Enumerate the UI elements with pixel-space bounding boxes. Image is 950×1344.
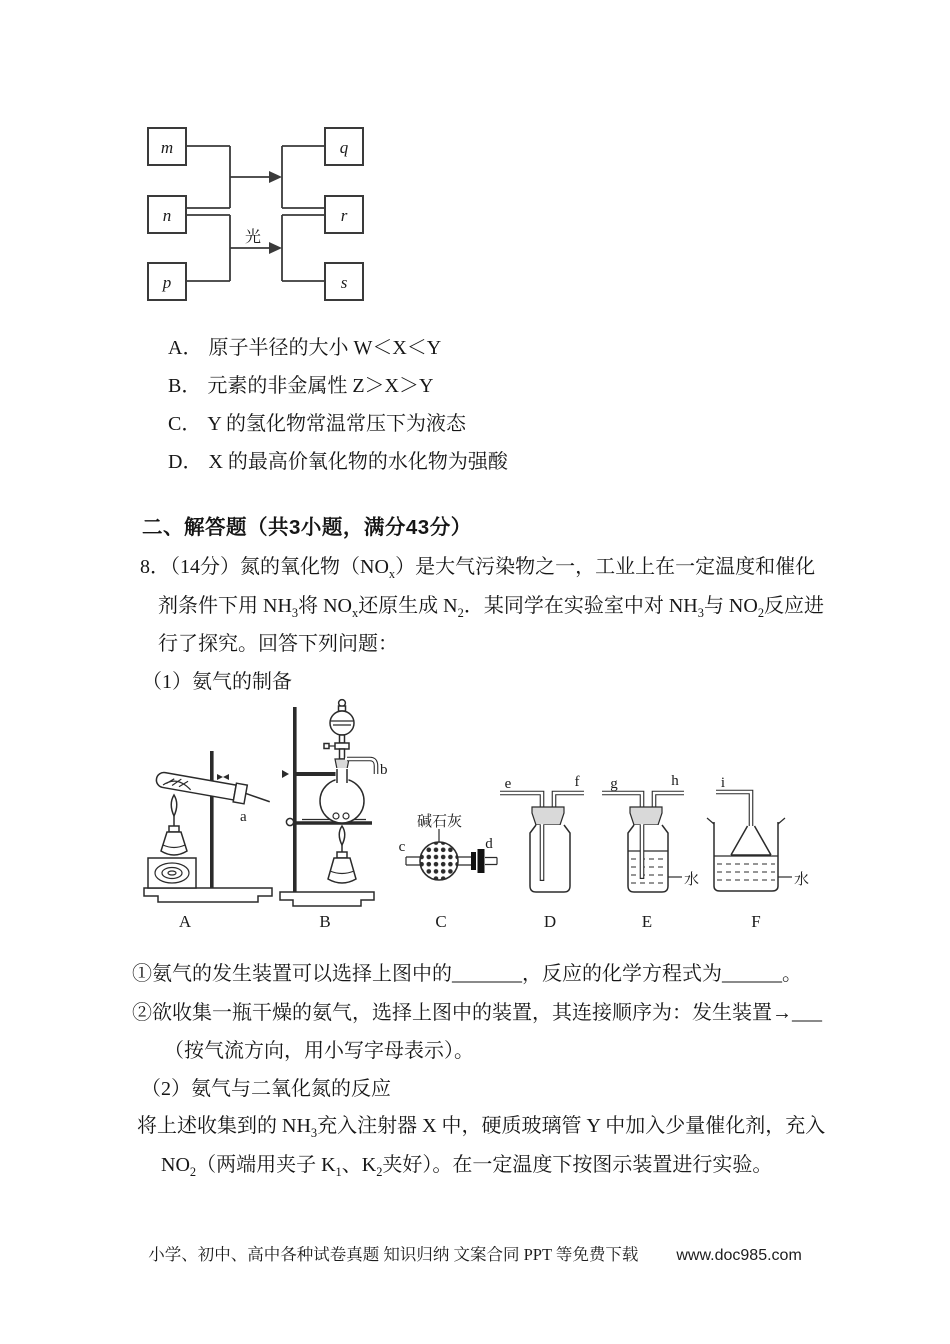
gas-washing-bottle	[530, 825, 570, 892]
box-q-label: q	[339, 138, 349, 157]
apparatus-B-label: B	[319, 912, 331, 931]
option-a-text: 原子半径的大小 W＜X＜Y	[208, 337, 442, 359]
stopper	[532, 807, 564, 825]
port-c-label: c	[398, 839, 406, 855]
clamp-screw-icon	[223, 774, 229, 780]
outlet-tube	[457, 857, 471, 865]
option-a-letter: A．	[168, 337, 203, 359]
footer-text: 小学、初中、高中各种试卷真题 知识归纳 文案合同 PPT 等免费下载	[148, 1245, 639, 1264]
q8-line2: 剂条件下用 $NH_3$将 $NO_x$还原生成 $N_2$．某同学在实验室中对 $NH_3$与 $NO_2$反应进	[158, 595, 825, 620]
arrow-right-icon	[269, 242, 282, 254]
connector	[478, 849, 485, 873]
port-b-label: b	[380, 762, 388, 778]
option-c-text: Y 的氢化物常温常压下为液态	[207, 413, 467, 435]
side-tube	[347, 759, 376, 774]
wood-block	[148, 858, 196, 888]
alcohol-lamp	[161, 795, 187, 855]
port-i-label: i	[720, 775, 726, 791]
apparatus-D-label: D	[543, 912, 557, 931]
apparatus-E-label: E	[641, 912, 653, 931]
stand-base	[280, 892, 374, 906]
flame-icon	[339, 826, 345, 845]
part2-title: （2）氨气与二氧化氮的反应	[141, 1078, 391, 1100]
flame-icon	[171, 795, 177, 816]
stand-rod	[293, 707, 297, 892]
drying-bulb	[420, 842, 458, 880]
apparatus-C-label: C	[435, 912, 447, 931]
option-a	[168, 334, 441, 362]
apparatus-C	[399, 813, 497, 931]
subquestion-2: ②欲收集一瓶干燥的氨气，选择上图中的装置，其连接顺序为：发生装置→___	[132, 1002, 822, 1024]
apparatus-D	[498, 774, 586, 931]
stand-rod	[210, 751, 214, 888]
flow-boxes	[148, 128, 363, 300]
box-n-label: n	[162, 206, 172, 225]
arrow-right-icon	[269, 171, 282, 183]
apparatus-B	[280, 700, 388, 931]
alcohol-lamp	[328, 826, 356, 883]
port-g-label: g	[610, 776, 618, 792]
box-m-label: m	[160, 138, 174, 157]
clamp-screw-icon	[217, 774, 223, 780]
round-flask	[320, 768, 364, 823]
box-p-label: p	[162, 273, 172, 292]
stopper	[335, 759, 349, 769]
subquestion-2-note: （按气流方向，用小写字母表示）。	[164, 1040, 474, 1062]
option-d	[168, 448, 508, 476]
stopper	[630, 807, 662, 825]
q8-line1: 8．（14分）氮的氧化物$(NO_x)$是大气污染物之一，工业上在一定温度和催化	[140, 556, 816, 581]
water-label-e: 水	[684, 872, 700, 888]
water-fill	[714, 856, 778, 880]
beaker-rim	[707, 818, 785, 824]
apparatus-E	[600, 773, 699, 931]
apparatus-F	[707, 775, 809, 931]
box-r-label: r	[340, 206, 348, 225]
gas-tube	[716, 792, 751, 826]
connector	[471, 852, 476, 870]
apparatus-A-label: A	[178, 912, 192, 931]
option-d-letter: D．	[168, 451, 203, 473]
inverted-funnel	[731, 826, 771, 855]
section-header: 二、解答题（共3小题，满分43分）	[142, 516, 472, 539]
dropping-funnel	[324, 700, 354, 759]
page-footer	[0, 1241, 950, 1265]
port-a-label: a	[240, 809, 247, 825]
soda-lime-label: 碱石灰	[417, 814, 463, 830]
q8-line3: 行了探究。回答下列问题：	[158, 633, 398, 655]
port-d-label: d	[485, 836, 493, 852]
option-b-text: 元素的非金属性 Z＞X＞Y	[207, 375, 434, 397]
option-b-letter: B．	[168, 375, 202, 397]
apparatus-F-label: F	[751, 912, 761, 931]
element-flow-diagram	[140, 120, 380, 310]
option-b	[168, 372, 433, 400]
option-c-letter: C．	[168, 413, 202, 435]
port-f-label: f	[574, 774, 580, 790]
inlet-tube	[406, 857, 421, 865]
q8-part1-title: （1）氨气的制备	[142, 671, 292, 693]
apparatus-A	[144, 751, 272, 931]
clamp-screw-icon	[282, 770, 289, 778]
water-label-f: 水	[794, 872, 810, 888]
subquestion-1: ①氨气的发生装置可以选择上图中的_______，反应的化学方程式为______。	[132, 963, 802, 985]
part2-line2: $NO_2$（两端用夹子 $K_1$、$K_2$夹好）。在一定温度下按图示装置进行实验。	[161, 1154, 773, 1179]
stand-base	[144, 888, 272, 902]
flow-connectors-lower	[186, 215, 325, 281]
port-h-label: h	[671, 773, 679, 789]
option-d-text: X 的最高价氧化物的水化物为强酸	[208, 451, 508, 473]
flow-connectors-upper	[186, 146, 325, 208]
footer-url[interactable]: www.doc985.com	[676, 1247, 802, 1264]
apparatus-figure	[130, 695, 810, 940]
box-s-label: s	[340, 273, 348, 292]
port-e-label: e	[504, 776, 512, 792]
part2-line1: 将上述收集到的 $NH_3$充入注射器 X 中，硬质玻璃管 Y 中加入少量催化剂，充入	[137, 1115, 826, 1140]
option-c	[168, 410, 466, 438]
light-condition-label: 光	[244, 229, 262, 246]
